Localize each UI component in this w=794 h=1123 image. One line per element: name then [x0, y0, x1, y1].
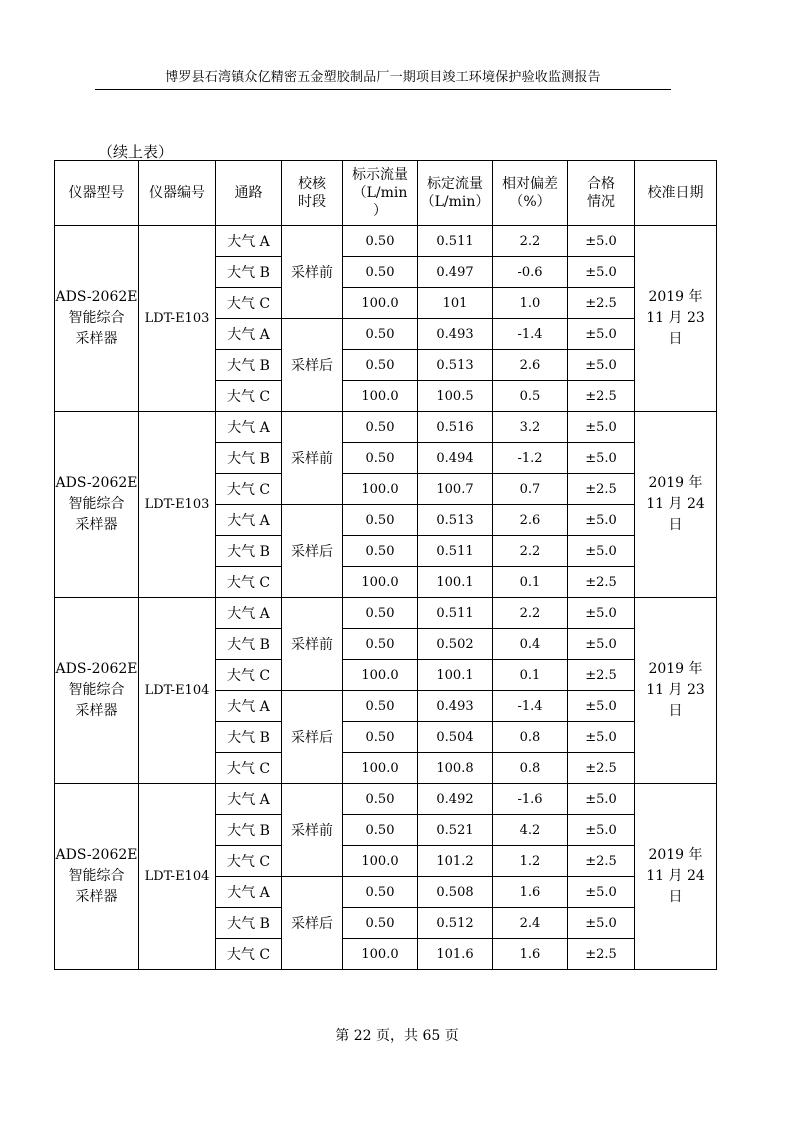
- sampling-period: 采样后: [282, 319, 343, 412]
- relative-deviation: 0.5: [493, 381, 568, 412]
- indicated-flow: 0.50: [343, 443, 418, 474]
- instrument-serial: LDT-E103: [139, 226, 216, 412]
- indicated-flow: 0.50: [343, 536, 418, 567]
- indicated-flow: 0.50: [343, 505, 418, 536]
- indicated-flow: 100.0: [343, 474, 418, 505]
- pass-limit: ±5.0: [568, 412, 635, 443]
- calibrated-flow: 0.516: [418, 412, 493, 443]
- sampling-period: 采样前: [282, 226, 343, 319]
- calibration-date: 2019 年 11 月 24 日: [635, 412, 717, 598]
- calibration-date: 2019 年 11 月 24 日: [635, 784, 717, 970]
- instrument-model: ADS-2062E 智能综合 采样器: [55, 598, 139, 784]
- relative-deviation: 0.1: [493, 567, 568, 598]
- continued-label: （续上表）: [98, 143, 174, 161]
- pass-limit: ±2.5: [568, 381, 635, 412]
- pass-limit: ±2.5: [568, 474, 635, 505]
- channel-cell: 大气 B: [216, 815, 282, 846]
- indicated-flow: 0.50: [343, 412, 418, 443]
- header-row: [55, 161, 717, 226]
- calibrated-flow: 0.513: [418, 350, 493, 381]
- table-header: [55, 161, 717, 226]
- instrument-serial: LDT-E104: [139, 598, 216, 784]
- relative-deviation: 1.0: [493, 288, 568, 319]
- calibrated-flow: 0.504: [418, 722, 493, 753]
- header-channel: 通路: [216, 161, 282, 226]
- pass-limit: ±5.0: [568, 505, 635, 536]
- pass-limit: ±5.0: [568, 908, 635, 939]
- channel-cell: 大气 B: [216, 443, 282, 474]
- calibrated-flow: 0.521: [418, 815, 493, 846]
- relative-deviation: 0.8: [493, 722, 568, 753]
- calibrated-flow: 101.6: [418, 939, 493, 970]
- instrument-model: ADS-2062E 智能综合 采样器: [55, 412, 139, 598]
- pass-limit: ±5.0: [568, 536, 635, 567]
- channel-cell: 大气 B: [216, 629, 282, 660]
- page-footer: 第 22 页，共 65 页: [335, 1028, 459, 1044]
- channel-cell: 大气 C: [216, 846, 282, 877]
- relative-deviation: -0.6: [493, 257, 568, 288]
- instrument-serial: LDT-E103: [139, 412, 216, 598]
- channel-cell: 大气 B: [216, 536, 282, 567]
- relative-deviation: 3.2: [493, 412, 568, 443]
- relative-deviation: -1.2: [493, 443, 568, 474]
- channel-cell: 大气 B: [216, 257, 282, 288]
- calibrated-flow: 0.511: [418, 226, 493, 257]
- calibrated-flow: 101: [418, 288, 493, 319]
- pass-limit: ±5.0: [568, 257, 635, 288]
- pass-limit: ±5.0: [568, 877, 635, 908]
- channel-cell: 大气 A: [216, 877, 282, 908]
- pass-limit: ±2.5: [568, 660, 635, 691]
- calibrated-flow: 0.511: [418, 536, 493, 567]
- relative-deviation: 0.4: [493, 629, 568, 660]
- channel-cell: 大气 A: [216, 319, 282, 350]
- channel-cell: 大气 C: [216, 381, 282, 412]
- relative-deviation: 2.2: [493, 598, 568, 629]
- channel-cell: 大气 B: [216, 908, 282, 939]
- relative-deviation: 2.6: [493, 350, 568, 381]
- calibrated-flow: 0.511: [418, 598, 493, 629]
- calibration-date: 2019 年 11 月 23 日: [635, 598, 717, 784]
- calibrated-flow: 0.502: [418, 629, 493, 660]
- indicated-flow: 0.50: [343, 257, 418, 288]
- pass-limit: ±5.0: [568, 815, 635, 846]
- header-pass: 合格 情况: [568, 161, 635, 226]
- calibrated-flow: 0.493: [418, 691, 493, 722]
- sampling-period: 采样前: [282, 598, 343, 691]
- calibration-date: 2019 年 11 月 23 日: [635, 226, 717, 412]
- instrument-model: ADS-2062E 智能综合 采样器: [55, 226, 139, 412]
- indicated-flow: 0.50: [343, 877, 418, 908]
- relative-deviation: 0.1: [493, 660, 568, 691]
- channel-cell: 大气 C: [216, 474, 282, 505]
- calibrated-flow: 100.1: [418, 660, 493, 691]
- relative-deviation: 1.6: [493, 877, 568, 908]
- indicated-flow: 0.50: [343, 691, 418, 722]
- pass-limit: ±2.5: [568, 939, 635, 970]
- relative-deviation: 1.6: [493, 939, 568, 970]
- calibrated-flow: 100.7: [418, 474, 493, 505]
- channel-cell: 大气 A: [216, 598, 282, 629]
- indicated-flow: 100.0: [343, 753, 418, 784]
- header-calibrated-flow: 标定流量 （L/min）: [418, 161, 493, 226]
- header-deviation: 相对偏差 （%）: [493, 161, 568, 226]
- calibrated-flow: 0.497: [418, 257, 493, 288]
- header-period: 校核 时段: [282, 161, 343, 226]
- table-row: [55, 226, 717, 257]
- indicated-flow: 0.50: [343, 629, 418, 660]
- sampling-period: 采样前: [282, 412, 343, 505]
- calibrated-flow: 0.512: [418, 908, 493, 939]
- pass-limit: ±5.0: [568, 691, 635, 722]
- channel-cell: 大气 C: [216, 567, 282, 598]
- relative-deviation: 1.2: [493, 846, 568, 877]
- channel-cell: 大气 C: [216, 753, 282, 784]
- header-divider: [95, 89, 671, 90]
- calibrated-flow: 100.8: [418, 753, 493, 784]
- indicated-flow: 0.50: [343, 908, 418, 939]
- pass-limit: ±2.5: [568, 846, 635, 877]
- indicated-flow: 100.0: [343, 381, 418, 412]
- relative-deviation: -1.4: [493, 691, 568, 722]
- indicated-flow: 100.0: [343, 660, 418, 691]
- calibration-table: [54, 160, 717, 970]
- calibrated-flow: 0.494: [418, 443, 493, 474]
- calibrated-flow: 0.492: [418, 784, 493, 815]
- pass-limit: ±5.0: [568, 443, 635, 474]
- calibrated-flow: 0.508: [418, 877, 493, 908]
- pass-limit: ±2.5: [568, 288, 635, 319]
- pass-limit: ±5.0: [568, 598, 635, 629]
- indicated-flow: 100.0: [343, 567, 418, 598]
- channel-cell: 大气 A: [216, 505, 282, 536]
- header-model: 仪器型号: [55, 161, 139, 226]
- calibrated-flow: 100.1: [418, 567, 493, 598]
- pass-limit: ±5.0: [568, 350, 635, 381]
- pass-limit: ±5.0: [568, 784, 635, 815]
- relative-deviation: -1.4: [493, 319, 568, 350]
- table-row: [55, 412, 717, 443]
- indicated-flow: 100.0: [343, 939, 418, 970]
- indicated-flow: 0.50: [343, 784, 418, 815]
- calibrated-flow: 0.493: [418, 319, 493, 350]
- table-row: [55, 598, 717, 629]
- channel-cell: 大气 C: [216, 660, 282, 691]
- calibrated-flow: 100.5: [418, 381, 493, 412]
- calibrated-flow: 101.2: [418, 846, 493, 877]
- header-indicated-flow: 标示流量 （L/min ）: [343, 161, 418, 226]
- indicated-flow: 100.0: [343, 288, 418, 319]
- channel-cell: 大气 A: [216, 691, 282, 722]
- sampling-period: 采样后: [282, 505, 343, 598]
- pass-limit: ±2.5: [568, 567, 635, 598]
- indicated-flow: 0.50: [343, 598, 418, 629]
- table-row: [55, 784, 717, 815]
- indicated-flow: 0.50: [343, 815, 418, 846]
- channel-cell: 大气 A: [216, 412, 282, 443]
- relative-deviation: 2.2: [493, 536, 568, 567]
- relative-deviation: 0.8: [493, 753, 568, 784]
- pass-limit: ±5.0: [568, 722, 635, 753]
- channel-cell: 大气 C: [216, 939, 282, 970]
- indicated-flow: 100.0: [343, 846, 418, 877]
- channel-cell: 大气 B: [216, 350, 282, 381]
- indicated-flow: 0.50: [343, 319, 418, 350]
- sampling-period: 采样后: [282, 877, 343, 970]
- relative-deviation: 4.2: [493, 815, 568, 846]
- indicated-flow: 0.50: [343, 226, 418, 257]
- channel-cell: 大气 B: [216, 722, 282, 753]
- table-body: [55, 226, 717, 970]
- sampling-period: 采样后: [282, 691, 343, 784]
- pass-limit: ±5.0: [568, 319, 635, 350]
- relative-deviation: 2.6: [493, 505, 568, 536]
- relative-deviation: -1.6: [493, 784, 568, 815]
- indicated-flow: 0.50: [343, 350, 418, 381]
- sampling-period: 采样前: [282, 784, 343, 877]
- indicated-flow: 0.50: [343, 722, 418, 753]
- channel-cell: 大气 C: [216, 288, 282, 319]
- relative-deviation: 0.7: [493, 474, 568, 505]
- relative-deviation: 2.2: [493, 226, 568, 257]
- channel-cell: 大气 A: [216, 784, 282, 815]
- pass-limit: ±2.5: [568, 753, 635, 784]
- channel-cell: 大气 A: [216, 226, 282, 257]
- report-header-title: 博罗县石湾镇众亿精密五金塑胶制品厂一期项目竣工环境保护验收监测报告: [165, 70, 601, 85]
- pass-limit: ±5.0: [568, 629, 635, 660]
- pass-limit: ±5.0: [568, 226, 635, 257]
- relative-deviation: 2.4: [493, 908, 568, 939]
- calibrated-flow: 0.513: [418, 505, 493, 536]
- header-calibration-date: 校准日期: [635, 161, 717, 226]
- instrument-model: ADS-2062E 智能综合 采样器: [55, 784, 139, 970]
- instrument-serial: LDT-E104: [139, 784, 216, 970]
- header-serial: 仪器编号: [139, 161, 216, 226]
